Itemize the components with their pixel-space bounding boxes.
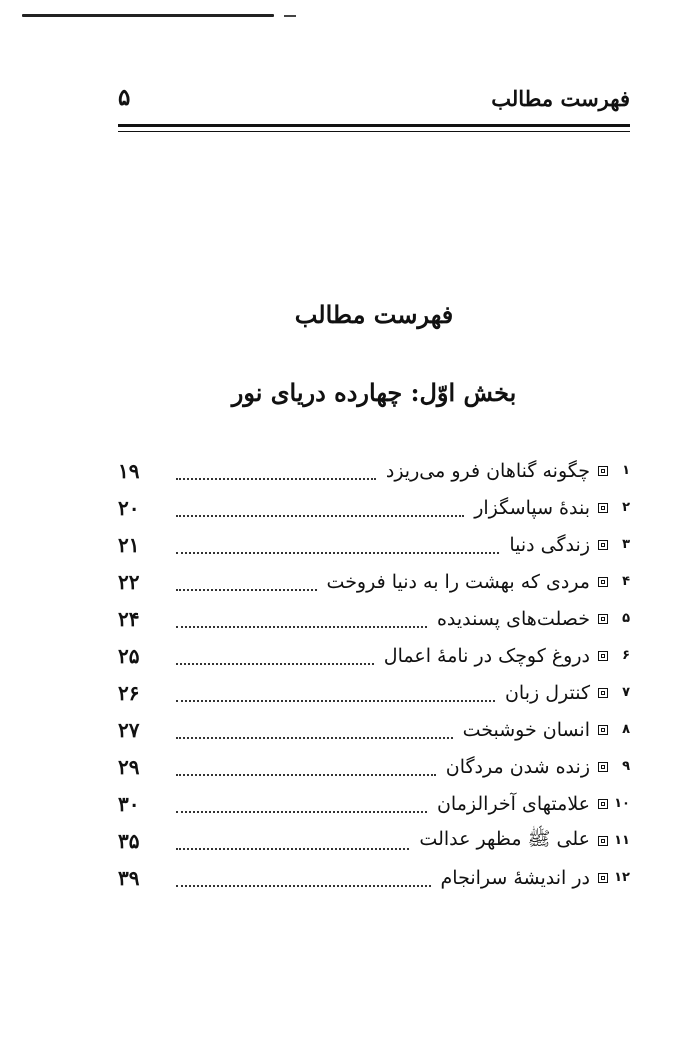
toc-entry[interactable] — [118, 859, 630, 896]
square-bullet-icon — [598, 614, 608, 624]
toc-entry-page: ۲۷ — [118, 717, 140, 742]
toc-entry[interactable] — [118, 489, 630, 526]
toc-entry-title: کنترل زبان — [504, 681, 590, 704]
toc-entry-number: ۱ — [622, 463, 630, 478]
toc-entry-page: ۳۵ — [118, 828, 140, 853]
square-bullet-icon — [598, 651, 608, 661]
dot-leader — [176, 842, 409, 850]
square-bullet-icon — [598, 799, 608, 809]
toc-entry[interactable] — [118, 600, 630, 637]
toc-entry[interactable] — [118, 748, 630, 785]
toc-entry-number: ۱۰ — [614, 796, 630, 811]
toc-entry-title: خصلت‌های پسندیده — [436, 607, 590, 630]
toc-entry-title: انسان خوشبخت — [462, 718, 590, 741]
toc-entry-number: ۷ — [622, 685, 630, 700]
toc-entry-title: علی ﷺ مظهر عدالت — [419, 827, 590, 850]
square-bullet-icon — [598, 836, 608, 846]
dot-leader — [176, 805, 427, 813]
header-rule-thick — [118, 124, 630, 127]
dot-leader — [176, 546, 499, 554]
toc-entry-title: زندگی دنیا — [509, 533, 590, 556]
square-bullet-icon — [598, 466, 608, 476]
toc-entry-number: ۶ — [622, 648, 630, 663]
dot-leader — [176, 583, 317, 591]
square-bullet-icon — [598, 762, 608, 772]
toc-entry-page: ۳۹ — [118, 865, 140, 890]
toc-entry[interactable] — [118, 711, 630, 748]
toc-entry-page: ۲۹ — [118, 754, 140, 779]
dot-leader — [176, 509, 464, 517]
dot-leader — [176, 879, 431, 887]
toc-entry-number: ۴ — [622, 574, 630, 589]
toc-entry-title: بندهٔ سپاسگزار — [474, 496, 590, 519]
scan-edge-line — [22, 14, 274, 17]
square-bullet-icon — [598, 873, 608, 883]
dot-leader — [176, 620, 427, 628]
toc-entry-number: ۲ — [622, 500, 630, 515]
section-title: بخش اوّل: چهارده دریای نور — [231, 378, 517, 407]
running-header-title: فهرست مطالب — [491, 86, 630, 111]
square-bullet-icon — [598, 503, 608, 513]
toc-entry-page: ۳۰ — [118, 791, 140, 816]
toc-entry-title: دروغ کوچک در نامهٔ اعمال — [383, 644, 590, 667]
toc-entry-title: مردی که بهشت را به دنیا فروخت — [326, 570, 590, 593]
table-of-contents — [118, 452, 630, 896]
header-rule-thin — [118, 131, 630, 132]
toc-entry-title: زنده شدن مردگان — [445, 755, 590, 778]
toc-entry[interactable] — [118, 526, 630, 563]
toc-entry-page: ۲۰ — [118, 495, 140, 520]
scan-edge-dash — [284, 15, 296, 17]
toc-entry-page: ۲۶ — [118, 680, 140, 705]
toc-entry[interactable] — [118, 637, 630, 674]
page-number: ۵ — [118, 84, 131, 111]
dot-leader — [176, 694, 495, 702]
square-bullet-icon — [598, 577, 608, 587]
toc-entry-page: ۲۱ — [118, 532, 140, 557]
square-bullet-icon — [598, 540, 608, 550]
toc-entry-number: ۱۲ — [614, 870, 630, 885]
square-bullet-icon — [598, 688, 608, 698]
toc-entry-title: علامتهای آخرالزمان — [436, 792, 590, 815]
toc-entry-page: ۱۹ — [118, 458, 140, 483]
toc-entry-page: ۲۵ — [118, 643, 140, 668]
page-title: فهرست مطالب — [294, 300, 454, 329]
toc-entry[interactable] — [118, 822, 630, 859]
dot-leader — [176, 731, 453, 739]
dot-leader — [176, 472, 376, 480]
toc-entry-title: در اندیشهٔ سرانجام — [440, 866, 590, 889]
toc-entry[interactable] — [118, 452, 630, 489]
toc-entry-page: ۲۴ — [118, 606, 140, 631]
toc-entry-number: ۹ — [622, 759, 630, 774]
square-bullet-icon — [598, 725, 608, 735]
dot-leader — [176, 768, 436, 776]
toc-entry-number: ۵ — [622, 611, 630, 626]
dot-leader — [176, 657, 374, 665]
toc-entry[interactable] — [118, 563, 630, 600]
toc-entry-page: ۲۲ — [118, 569, 140, 594]
toc-entry[interactable] — [118, 785, 630, 822]
running-header — [118, 86, 630, 126]
toc-entry-number: ۱۱ — [614, 833, 630, 848]
toc-entry[interactable] — [118, 674, 630, 711]
toc-entry-number: ۸ — [622, 722, 630, 737]
toc-entry-title: چگونه گناهان فرو می‌ریزد — [385, 459, 590, 482]
toc-entry-number: ۳ — [622, 537, 630, 552]
